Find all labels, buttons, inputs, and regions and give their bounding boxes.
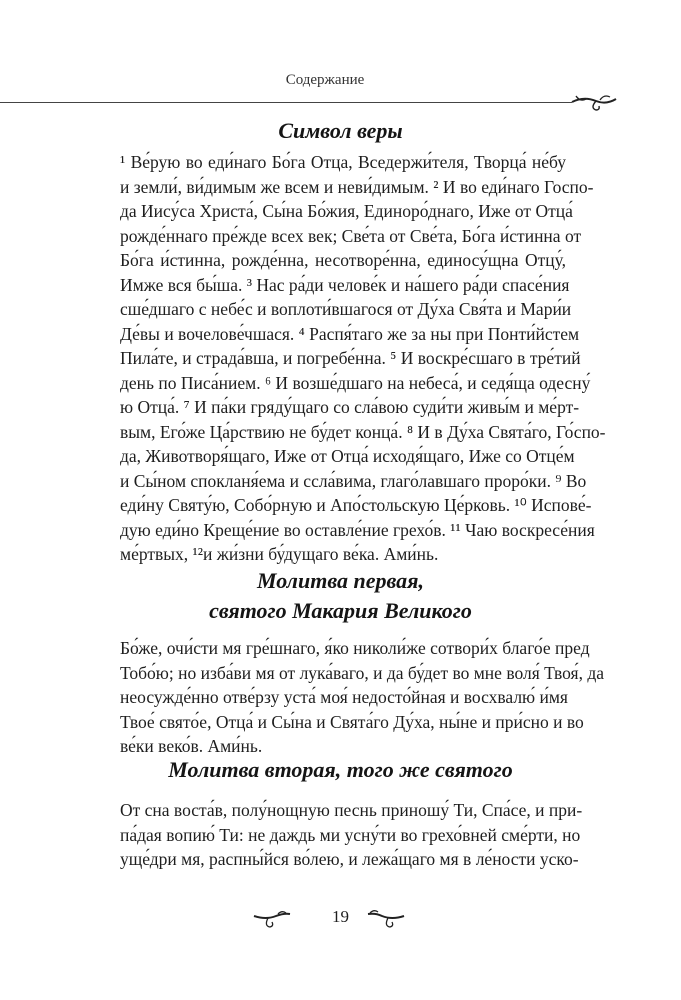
text-line: рожде́ннаго пре́жде всех век; Све́та от Све́та, Бо́га и́стинна от — [120, 225, 582, 246]
section-title-prayer-2: Молитва вторая, того же святого — [168, 757, 513, 782]
text-line: па́дая вопию́ Ти: не даждь ми усну́ти во грехо́вней сме́рти, но — [120, 824, 581, 845]
text-line: еди́ну Святу́ю, Собо́рную и Апо́стольскую Це́рковь. ¹⁰ Испове́- — [120, 495, 592, 515]
prayer-2-text — [120, 798, 583, 872]
text-line: ю Отца́. ⁷ И па́ки гряду́щаго со сла́вою суди́ти живы́м и ме́рт- — [120, 397, 580, 417]
text-line: Бо́же, очи́сти мя гре́шнаго, я́ко николи́же сотвори́х благо́е пред — [120, 638, 590, 658]
text-line: ¹ Ве́рую во еди́наго Бо́га Отца, Вседержи́теля, Творца́ не́бу — [120, 152, 566, 172]
text-line: Имже вся бы́ша. ³ Нас ра́ди челове́к и на́шего ра́ди спасе́ния — [120, 274, 570, 295]
flourish-ornament-icon — [570, 88, 618, 112]
text-line: дую еди́но Креще́ние во оставле́ние грехо́в. ¹¹ Чаю воскресе́ния — [120, 519, 595, 540]
text-line: Бо́га и́стинна, рожде́нна, несотворе́нна, единосу́щна Отцу́, — [120, 250, 566, 270]
right-flourish-icon — [366, 908, 406, 930]
section-title-prayer-1-line2: святого Макария Великого — [209, 598, 472, 623]
text-line: От сна воста́в, полу́нощную песнь приношу́ Ти, Спа́се, и при- — [120, 800, 583, 820]
text-line: вым, Его́же Ца́рствию не бу́дет конца́. ⁸ И в Ду́ха Свята́го, Го́спо- — [120, 421, 606, 442]
text-line: уще́дри мя, распны́йся во́лею, и лежа́щаго мя в ле́ности уско- — [120, 849, 579, 869]
text-line: да, Животворя́щаго, Иже от Отца́ исходя́щаго, Иже со Отце́м — [120, 446, 575, 466]
text-line: Пила́те, и страда́вша, и погребе́нна. ⁵ И воскре́сшаго в тре́тий — [120, 348, 581, 368]
text-line: сше́дшаго с небе́с и воплоти́вшагося от Ду́ха Свя́та и Мари́и — [120, 299, 572, 319]
header-rule — [0, 102, 572, 103]
section-title-creed: Символ веры — [278, 118, 403, 143]
text-line: день по Писа́нием. ⁶ И возше́дшаго на небеса́, и седя́ща одесну́ — [120, 372, 591, 393]
running-head: Содержание — [285, 72, 365, 88]
prayer-1-text — [120, 636, 604, 759]
text-line: да Иису́са Христа́, Сы́на Бо́жия, Единоро́днаго, Иже от Отца́ — [120, 201, 573, 221]
text-line: Тобо́ю; но изба́ви мя от лука́ваго, и да бу́дет во мне воля́ Твоя́, да — [120, 662, 604, 683]
text-line: неосужде́нно отве́рзу уста́ моя́ недосто́йная и восхвалю́ и́мя — [120, 687, 568, 707]
section-title-prayer-1-line1: Молитва первая, — [256, 568, 425, 593]
text-line: ме́ртвых, ¹²и жи́зни бу́дущаго ве́ка. Ами́нь. — [120, 544, 439, 564]
text-line: и земли́, ви́димым же всем и неви́димым. ² И во еди́наго Госпо- — [120, 176, 594, 197]
text-line: ве́ки веко́в. Ами́нь. — [120, 736, 263, 756]
creed-text — [120, 150, 606, 567]
text-line: Де́вы и вочелове́чшася. ⁴ Распя́таго же за ны при Понти́йстем — [120, 323, 580, 344]
page-number: 19 — [332, 907, 349, 926]
text-line: Твое́ свято́е, Отца́ и Сы́на и Свята́го Ду́ха, ны́не и при́сно и во — [120, 711, 584, 732]
text-line: и Сы́ном спокланя́ема и ссла́вима, глаго́лавшаго проро́ки. ⁹ Во — [120, 470, 587, 491]
